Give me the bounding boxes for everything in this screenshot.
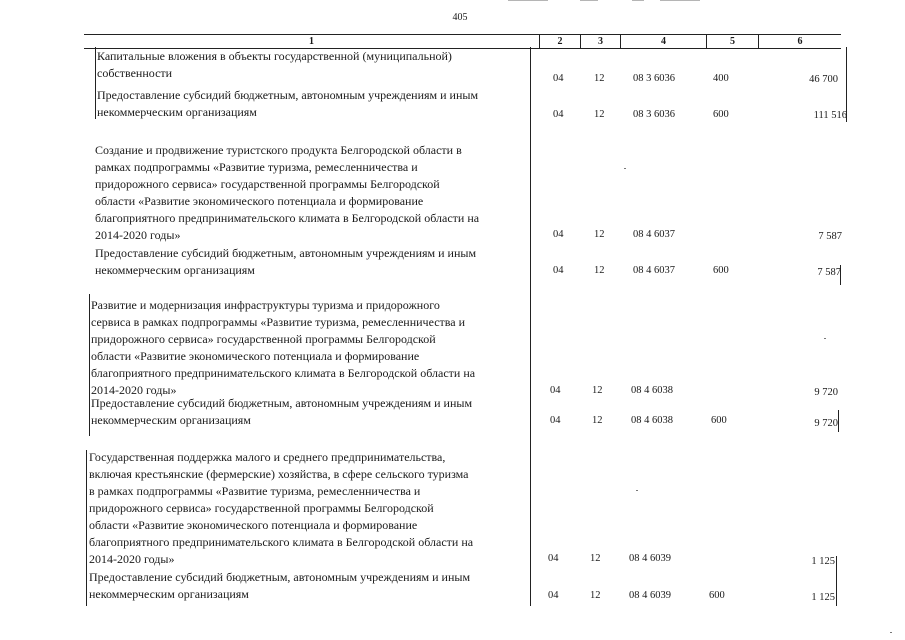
row-target-article: 08 3 6036 <box>633 73 675 84</box>
row-description: Предоставление субсидий бюджетным, автономным учреждениям и иным некоммерческим организациям <box>97 88 479 119</box>
row-description: Предоставление субсидий бюджетным, автономным учреждениям и иным некоммерческим организациям <box>89 570 471 601</box>
row-target-article: 08 4 6037 <box>633 265 675 276</box>
row-expense-type: 600 <box>713 109 729 120</box>
right-border <box>838 410 839 432</box>
row-target-article: 08 4 6037 <box>633 229 675 240</box>
row-section: 04 <box>548 590 559 601</box>
row-subsection: 12 <box>590 590 601 601</box>
row-section: 04 <box>553 229 564 240</box>
header-col-4: 4 <box>620 35 706 48</box>
row-description: Капитальные вложения в объекты государственной (муниципальной) собственности <box>97 49 452 80</box>
row-amount: 9 720 <box>814 387 838 398</box>
row-amount: 9 720 <box>814 418 838 429</box>
row-section: 04 <box>550 385 561 396</box>
header-col-2: 2 <box>539 35 580 48</box>
scan-edge-mark <box>660 0 700 1</box>
row-target-article: 08 4 6039 <box>629 590 671 601</box>
row-description: Предоставление субсидий бюджетным, автономным учреждениям и иным некоммерческим организациям <box>95 246 477 277</box>
table-header <box>84 34 841 49</box>
row-amount: 46 700 <box>809 74 838 85</box>
row-subsection: 12 <box>594 73 605 84</box>
row-expense-type: 600 <box>713 265 729 276</box>
row-target-article: 08 3 6036 <box>633 109 675 120</box>
row-section: 04 <box>548 553 559 564</box>
column-divider <box>530 47 531 606</box>
row-subsection: 12 <box>592 415 603 426</box>
row-target-article: 08 4 6039 <box>629 553 671 564</box>
scan-speck <box>636 490 638 491</box>
left-border <box>89 294 90 436</box>
row-description: Предоставление субсидий бюджетным, автономным учреждениям и иным некоммерческим организациям <box>91 396 473 427</box>
row-subsection: 12 <box>590 553 601 564</box>
scan-speck <box>824 338 826 339</box>
left-border <box>95 47 96 119</box>
row-expense-type: 600 <box>709 590 725 601</box>
row-expense-type: 600 <box>711 415 727 426</box>
row-expense-type: 400 <box>713 73 729 84</box>
left-border <box>86 450 87 606</box>
row-amount: 7 587 <box>818 231 842 242</box>
row-amount: 7 587 <box>817 267 841 278</box>
header-col-1: 1 <box>309 36 314 47</box>
scan-edge-mark <box>580 0 598 1</box>
row-section: 04 <box>553 109 564 120</box>
row-section: 04 <box>553 265 564 276</box>
row-description: Создание и продвижение туристского продукта Белгородской области в рамках подпрограммы «Развитие туризма, ремесленничества и придорожного сервиса» государственной программы Белгородской области «Развитие экономического потенциала и формирование благоприятного предпринимательского климата в Белгородской области на 2014-2020 годы» <box>95 143 480 242</box>
row-subsection: 12 <box>594 265 605 276</box>
right-border <box>836 556 837 606</box>
row-subsection: 12 <box>594 229 605 240</box>
scan-speck <box>890 632 892 633</box>
scan-edge-mark <box>508 0 548 1</box>
row-section: 04 <box>553 73 564 84</box>
scan-edge-mark <box>632 0 644 1</box>
row-target-article: 08 4 6038 <box>631 415 673 426</box>
header-col-3: 3 <box>580 35 620 48</box>
row-description: Развитие и модернизация инфраструктуры туризма и придорожного сервиса в рамках подпрограммы «Развитие туризма, ремесленничества и придорожного сервиса» государственной программы Белгородской области «Развитие экономического потенциала и формирование благоприятного предпринимательского климата в Белгородской области на 2014-2020 годы» <box>91 298 476 397</box>
scan-speck <box>624 168 626 169</box>
row-amount: 111 516 <box>813 110 847 121</box>
row-target-article: 08 4 6038 <box>631 385 673 396</box>
row-amount: 1 125 <box>811 556 835 567</box>
row-subsection: 12 <box>594 109 605 120</box>
page-number: 405 <box>452 12 468 23</box>
row-description: Государственная поддержка малого и среднего предпринимательства, включая крестьянские (фермерские) хозяйства, в сфере сельского туризма в рамках подпрограммы «Развитие туризма, ремесленничества и придорожного сервиса» государственной программы Белгородской области «Развитие экономического потенциала и формирование благоприятного предпринимательского климата в Белгородской области на 2014-2020 годы» <box>89 450 474 566</box>
header-col-5: 5 <box>706 35 758 48</box>
row-amount: 1 125 <box>811 592 835 603</box>
row-subsection: 12 <box>592 385 603 396</box>
header-col-6: 6 <box>758 35 841 48</box>
row-section: 04 <box>550 415 561 426</box>
